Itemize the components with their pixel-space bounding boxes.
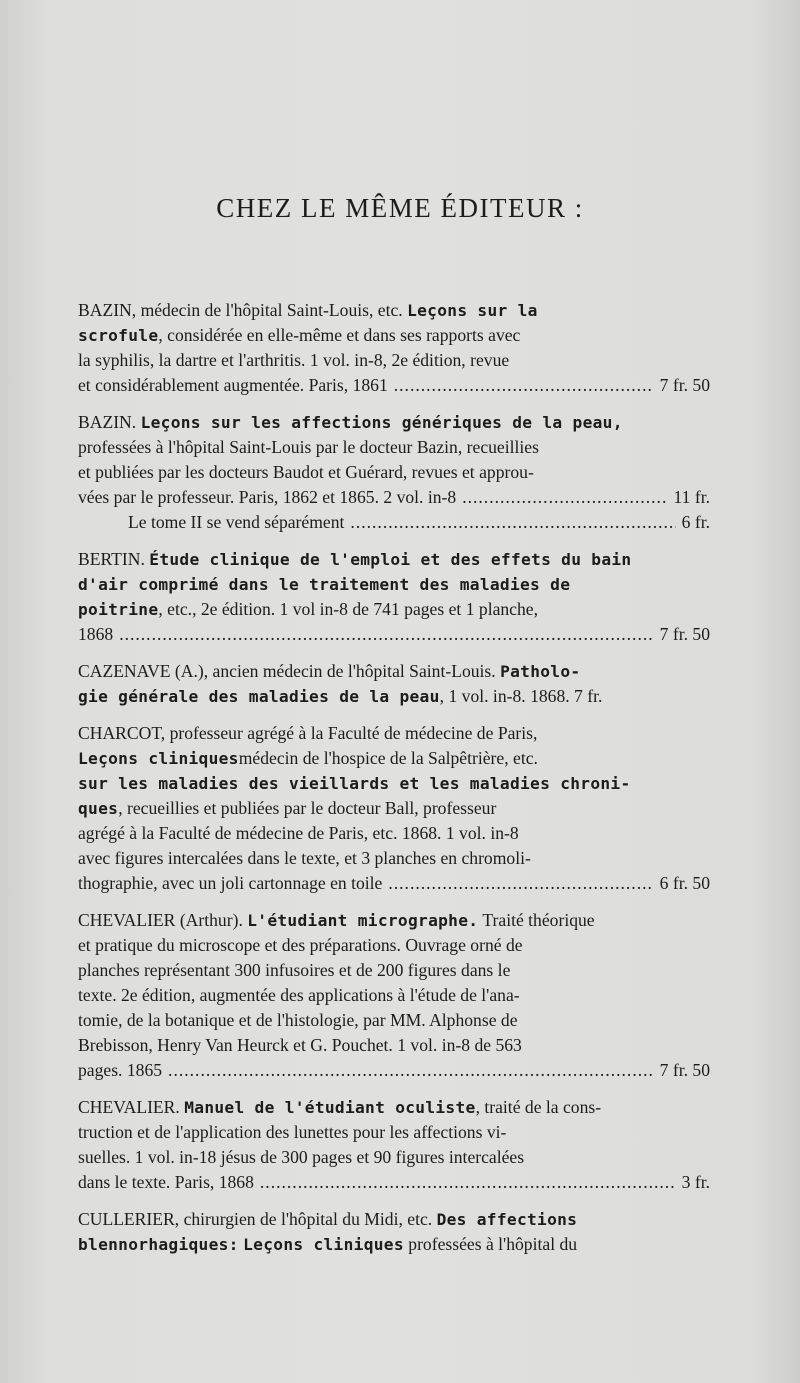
entry-text: tomie, de la botanique et de l'histologie, par MM. Alphonse de	[78, 1010, 518, 1030]
entry-text: , traité de la cons-	[475, 1097, 602, 1117]
entry-text: et considérablement augmentée. Paris, 1861	[78, 375, 388, 395]
entry-title: Patholo-	[500, 662, 581, 681]
dot-leader	[462, 485, 667, 510]
catalog-entry	[78, 908, 710, 1083]
entry-text: thographie, avec un joli cartonnage en toile	[78, 873, 383, 893]
entry-author: BERTIN.	[78, 549, 145, 569]
entry-line	[78, 958, 710, 983]
entry-line	[78, 821, 710, 846]
entry-price: 7 fr. 50	[659, 624, 710, 644]
entry-price: 6 fr. 50	[659, 873, 710, 893]
entry-line	[78, 348, 710, 373]
catalog-entry	[78, 659, 710, 709]
entry-line	[78, 547, 710, 572]
entry-line	[78, 721, 710, 746]
entry-text: suelles. 1 vol. in-18 jésus de 300 pages et 90 figures intercalées	[78, 1147, 525, 1167]
catalog-entry	[78, 1207, 710, 1257]
entry-line	[78, 983, 710, 1008]
entry-title: Manuel de l'étudiant oculiste	[184, 1098, 476, 1117]
dot-leader	[350, 510, 675, 535]
entry-line	[78, 597, 710, 622]
entry-line	[78, 323, 710, 348]
catalog-entry	[78, 298, 710, 398]
entry-text: la syphilis, la dartre et l'arthritis. 1 vol. in-8, 2e édition, revue	[78, 350, 510, 370]
entry-line	[78, 1008, 710, 1033]
entry-text: dans le texte. Paris, 1868	[78, 1172, 254, 1192]
entry-author: CHEVALIER.	[78, 1097, 180, 1117]
entry-price-line	[78, 622, 710, 647]
entry-title: L'étudiant micrographe.	[247, 911, 479, 930]
entry-text: 1868	[78, 624, 114, 644]
entry-text: Brebisson, Henry Van Heurck et G. Pouchet. 1 vol. in-8 de 563	[78, 1035, 522, 1055]
entry-text: , recueillies et publiées par le docteur Ball, professeur	[118, 798, 497, 818]
entry-price: 3 fr.	[681, 1172, 710, 1192]
entry-text: texte. 2e édition, augmentée des applications à l'étude de l'ana-	[78, 985, 520, 1005]
dot-leader	[260, 1170, 676, 1195]
entry-text: , etc., 2e édition. 1 vol in-8 de 741 pages et 1 planche,	[158, 599, 538, 619]
entry-title: gie générale des maladies de la peau	[78, 687, 440, 706]
entry-price-line	[78, 485, 710, 510]
entry-price: 7 fr. 50	[659, 375, 710, 395]
entry-line	[78, 1232, 710, 1257]
entry-text: Traité théorique	[478, 910, 595, 930]
entry-line	[78, 771, 710, 796]
entry-price: 7 fr. 50	[659, 1060, 710, 1080]
entry-line	[78, 1120, 710, 1145]
entry-title: Leçons sur les affections génériques de la peau,	[140, 413, 623, 432]
entry-title: Des affections	[436, 1210, 578, 1229]
entry-author: CHARCOT	[78, 723, 161, 743]
catalog-entries	[78, 298, 710, 1269]
entry-line	[78, 435, 710, 460]
entry-line	[78, 1095, 710, 1120]
entry-text: et pratique du microscope et des préparations. Ouvrage orné de	[78, 935, 523, 955]
entry-text: agrégé à la Faculté de médecine de Paris, etc. 1868. 1 vol. in-8	[78, 823, 519, 843]
dot-leader	[388, 871, 653, 896]
entry-line	[78, 298, 710, 323]
entry-price-line	[78, 373, 710, 398]
entry-text: planches représentant 300 infusoires et de 200 figures dans le	[78, 960, 511, 980]
entry-text: et publiées par les docteurs Baudot et Guérard, revues et approu-	[78, 462, 534, 482]
entry-line	[78, 796, 710, 821]
entry-title: Leçons cliniques	[243, 1235, 404, 1254]
entry-title: Étude clinique de l'emploi et des effets du bain	[149, 550, 632, 569]
entry-line	[78, 1207, 710, 1232]
entry-text: , considérée en elle-même et dans ses rapports avec	[158, 325, 521, 345]
entry-price-line	[78, 1058, 710, 1083]
entry-price-line	[78, 1170, 710, 1195]
entry-line	[78, 908, 710, 933]
entry-price-line	[78, 510, 710, 535]
catalog-entry	[78, 721, 710, 896]
entry-line	[78, 1145, 710, 1170]
entry-title: Leçons cliniques	[78, 749, 239, 768]
entry-title: poitrine	[78, 600, 159, 619]
entry-text: pages. 1865	[78, 1060, 163, 1080]
dot-leader	[119, 622, 653, 647]
entry-text: , 1 vol. in-8. 1868. 7 fr.	[439, 686, 603, 706]
entry-text: , médecin de l'hôpital Saint-Louis, etc.	[131, 300, 408, 320]
entry-text: , chirurgien de l'hôpital du Midi, etc.	[174, 1209, 437, 1229]
entry-line	[78, 1033, 710, 1058]
catalog-entry	[78, 547, 710, 647]
entry-text: professées à l'hôpital Saint-Louis par le docteur Bazin, recueillies	[78, 437, 539, 457]
dot-leader	[168, 1058, 654, 1083]
entry-line	[78, 460, 710, 485]
entry-author: BAZIN.	[78, 412, 137, 432]
entry-author: CHEVALIER (Arthur).	[78, 910, 243, 930]
entry-text: médecin de l'hospice de la Salpêtrière, etc.	[238, 748, 538, 768]
entry-text: , professeur agrégé à la Faculté de médecine de Paris,	[160, 723, 538, 743]
catalog-entry	[78, 1095, 710, 1195]
entry-line	[78, 933, 710, 958]
entry-line	[78, 846, 710, 871]
entry-line	[78, 572, 710, 597]
entry-author: CULLERIER	[78, 1209, 175, 1229]
entry-text: truction et de l'application des lunettes pour les affections vi-	[78, 1122, 507, 1142]
entry-title: Leçons sur la	[407, 301, 538, 320]
entry-text: avec figures intercalées dans le texte, et 3 planches en chromoli-	[78, 848, 531, 868]
entry-line	[78, 410, 710, 435]
entry-line	[78, 659, 710, 684]
entry-price: 6 fr.	[681, 512, 710, 532]
entry-title: scrofule	[78, 326, 159, 345]
entry-price-line	[78, 871, 710, 896]
dot-leader	[394, 373, 654, 398]
entry-title: ques	[78, 799, 119, 818]
entry-line	[78, 684, 710, 709]
entry-text: professées à l'hôpital du	[403, 1234, 578, 1254]
entry-author: CAZENAVE (A.)	[78, 661, 204, 681]
entry-title: blennorhagiques:	[78, 1235, 239, 1254]
entry-title: d'air comprimé dans le traitement des maladies de	[78, 575, 571, 594]
entry-text: vées par le professeur. Paris, 1862 et 1865. 2 vol. in-8	[78, 487, 457, 507]
entry-text: , ancien médecin de l'hôpital Saint-Louis.	[203, 661, 501, 681]
page-title: CHEZ LE MÊME ÉDITEUR :	[216, 193, 584, 223]
entry-author: BAZIN	[78, 300, 132, 320]
catalog-entry	[78, 410, 710, 535]
entry-text: Le tome II se vend séparément	[128, 512, 345, 532]
entry-line	[78, 746, 710, 771]
entry-price: 11 fr.	[673, 487, 710, 507]
entry-title: sur les maladies des vieillards et les maladies chroni-	[78, 774, 631, 793]
